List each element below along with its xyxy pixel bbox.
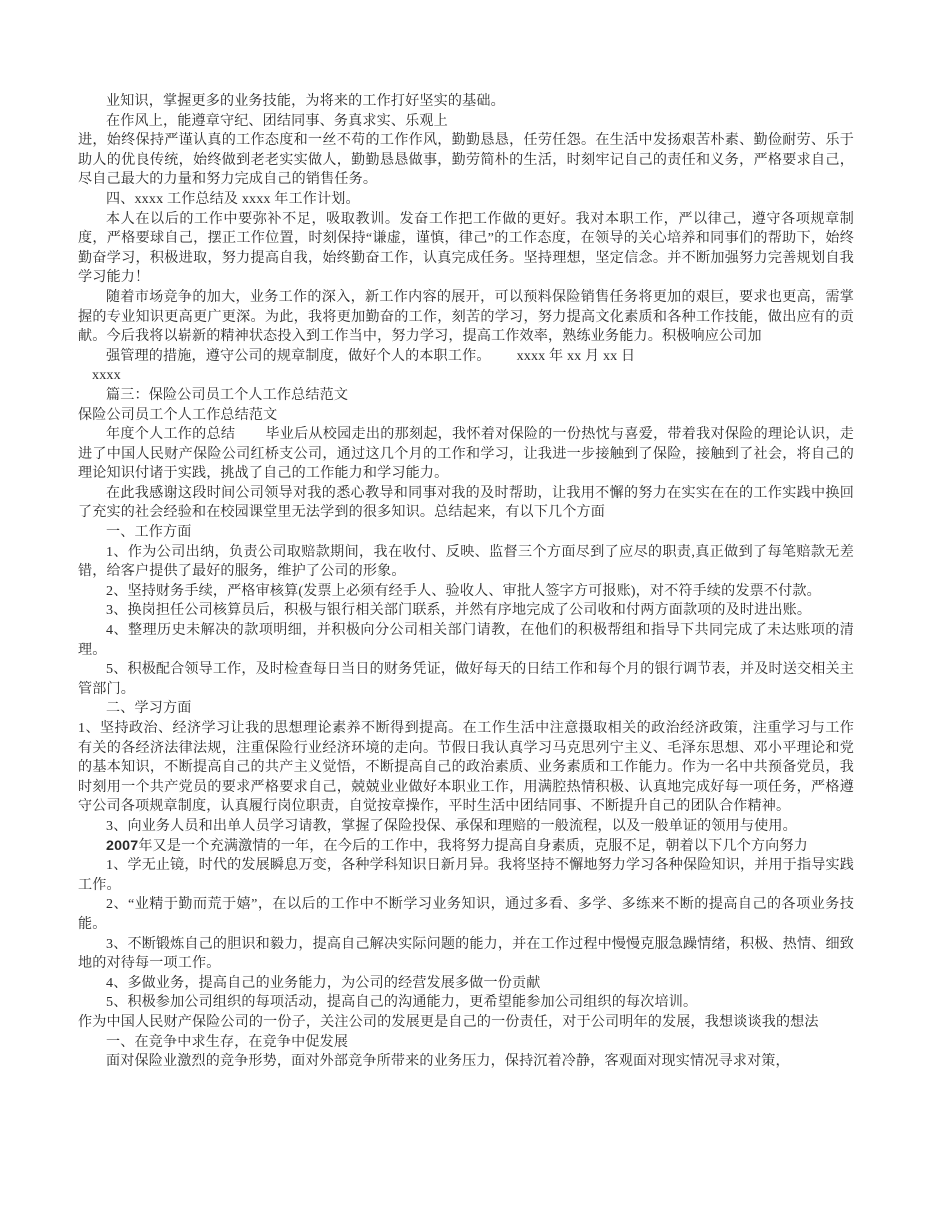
signature-placeholder: xxxx xyxy=(92,367,121,384)
list-item: 1、学无止镜，时代的发展瞬息万变，各种学科知识日新月异。我将坚持不懈地努力学习各种保险知识，并用于指导实践工作。 xyxy=(78,857,854,893)
paragraph: 作为中国人民财产保险公司的一份子，关注公司的发展更是自己的一份责任，对于公司明年的发展，我想谈谈我的想法 xyxy=(78,1013,819,1030)
list-item: 3、不断锻炼自己的胆识和毅力，提高自己解决实际问题的能力，并在工作过程中慢慢克服急躁情绪，积极、热情、细致地的对待每一项工作。 xyxy=(78,935,854,972)
paragraph-annual-summary-intro xyxy=(78,425,854,484)
paragraph: 进，始终保持严谨认真的工作态度和一丝不苟的工作作风，勤勤恳恳，任劳任怨。在生活中发扬艰苦朴素、勤俭耐劳、乐于助人的优良传统，始终做到老老实实做人，勤勤恳恳做事，勤劳简朴的生活，时刻牢记自己的责任和义务，严格要求自己，尽自己最大的力量和努力完成自己的销售任务。 xyxy=(78,132,854,188)
list-item: 1、作为公司出纳，负责公司取赔款期间，我在收付、反映、监督三个方面尽到了应尽的职责,真正做到了每笔赔款无差错，给客户提供了最好的服务，维护了公司的形象。 xyxy=(78,543,854,580)
list-item: 2、坚持财务手续，严格审核算(发票上必须有经手人、验收人、审批人签字方可报账)，对不符手续的发票不付款。 xyxy=(106,582,821,599)
paragraph-year-outlook xyxy=(78,837,854,857)
year-value: 2007 xyxy=(106,837,139,854)
paragraph-heading-section-four: 四、xxxx 工作总结及 xxxx 年工作计划。 xyxy=(106,190,360,207)
list-item: 4、整理历史未解决的款项明细，并积极向分公司相关部门请教，在他们的积极帮组和指导下共同完成了未达账项的清理。 xyxy=(78,622,854,658)
list-item: 5、积极参加公司组织的每项活动，提高自己的沟通能力，更希望能参加公司组织的每次培训。 xyxy=(106,994,698,1011)
list-item: 4、多做业务，提高自己的业务能力，为公司的经营发展多做一份贡献 xyxy=(106,974,541,991)
heading-work-aspects: 一、工作方面 xyxy=(106,524,192,541)
paragraph-text: 年又是一个充满激情的一年，在今后的工作中，我将努力提高自身素质，克服不足，朝着以下几个方向努力 xyxy=(138,837,808,854)
document-text-body xyxy=(78,92,854,1072)
list-item: 1、坚持政治、经济学习让我的思想理论素养不断得到提高。在工作生活中注意摄取相关的政治经济政策，注重学习与工作有关的各经济法律法规，注重保险行业经济环境的走向。节假日我认真学习马克思列宁主义、毛泽东思想、邓小平理论和党的基本知识，不断提高自己的共产主义觉悟，不断提高自己的政治素质、业务素质和工作能力。作为一名中共预备党员，我时刻用一个共产党员的要求严格要求自己，兢兢业业做好本职业工作，用满腔热情积极、认真地完成好每一项任务，严格遵守公司各项规章制度，认真履行岗位职责，自觉按章操作，平时生活中团结同事、不断提升自己的团队合作精神。 xyxy=(78,720,854,815)
section-label-part-three: 篇三：保险公司员工个人工作总结范文 xyxy=(106,386,349,403)
document-title: 保险公司员工个人工作总结范文 xyxy=(78,406,278,423)
subtitle-annual-summary: 年度个人工作的总结 xyxy=(106,426,236,443)
list-item: 5、积极配合领导工作，及时检查每日当日的财务凭证，做好每天的日结工作和每个月的银行调节表，并及时送交相关主管部门。 xyxy=(78,661,854,697)
paragraph-with-signature-date xyxy=(78,347,854,367)
paragraph: 在此我感谢这段时间公司领导对我的悉心教导和同事对我的及时帮助，让我用不懈的努力在实实在在的工作实践中换回了充实的社会经验和在校园课堂里无法学到的很多知识。总结起来，有以下几个方面 xyxy=(78,484,854,521)
paragraph-text: 毕业后从校园走出的那刻起，我怀着对保险的一份热忱与喜爱，带着我对保险的理论认识，走进了中国人民财产保险公司红桥支公司，通过这几个月的工作和学习，让我进一步接触到了保险，接触到了社会，将自己的理论知识付诸于实践，挑战了自己的工作能力和学习能力。 xyxy=(78,426,854,482)
paragraph: 本人在以后的工作中要弥补不足，吸取教训。发奋工作把工作做的更好。我对本职工作，严以律己，遵守各项规章制度，严格要球自己，摆正工作位置，时刻保持“谦虚，谨慎，律己”的工作态度，在领导的关心培养和同事们的帮助下，始终勤奋学习，积极进取，努力提高自我，始终勤奋工作，认真完成任务。坚持理想，坚定信念。并不断加强努力完善规划自我学习能力！ xyxy=(78,210,854,286)
paragraph: 面对保险业激烈的竞争形势，面对外部竞争所带来的业务压力，保持沉着冷静，客观面对现实情况寻求对策， xyxy=(106,1053,790,1070)
paragraph-text: 强管理的措施，遵守公司的规章制度，做好个人的本职工作。 xyxy=(106,347,491,364)
paragraph: 随着市场竞争的加大，业务工作的深入，新工作内容的展开，可以预料保险销售任务将更加的艰巨，要求也更高，需掌握的专业知识更高更广更深。为此，我将更加勤奋的工作，刻苦的学习，努力提高文化素质和各种工作技能，做出应有的贡献。今后我将以崭新的精神状态投入到工作当中，努力学习，提高工作效率，熟练业务能力。积极响应公司加 xyxy=(78,288,854,345)
heading-study-aspects: 二、学习方面 xyxy=(106,700,192,717)
list-item: 3、换岗担任公司核算员后，积极与银行相关部门联系，并然有序地完成了公司收和付两方面款项的及时进出账。 xyxy=(106,602,812,619)
heading-competition: 一、在竞争中求生存，在竞争中促发展 xyxy=(106,1033,349,1050)
paragraph: 业知识，掌握更多的业务技能，为将来的工作打好坚实的基础。 xyxy=(106,93,505,109)
list-item: 2、“业精于勤而荒于嬉”，在以后的工作中不断学习业务知识，通过多看、多学、多练来不断的提高自己的各项业务技能。 xyxy=(78,896,854,932)
signature-date: xxxx 年 xx 月 xx 日 xyxy=(516,347,636,364)
paragraph: 在作风上，能遵章守纪、团结同事、务真求实、乐观上 xyxy=(106,112,448,129)
list-item: 3、向业务人员和出单人员学习请教，掌握了保险投保、承保和理赔的一般流程，以及一般单证的领用与使用。 xyxy=(106,817,797,834)
